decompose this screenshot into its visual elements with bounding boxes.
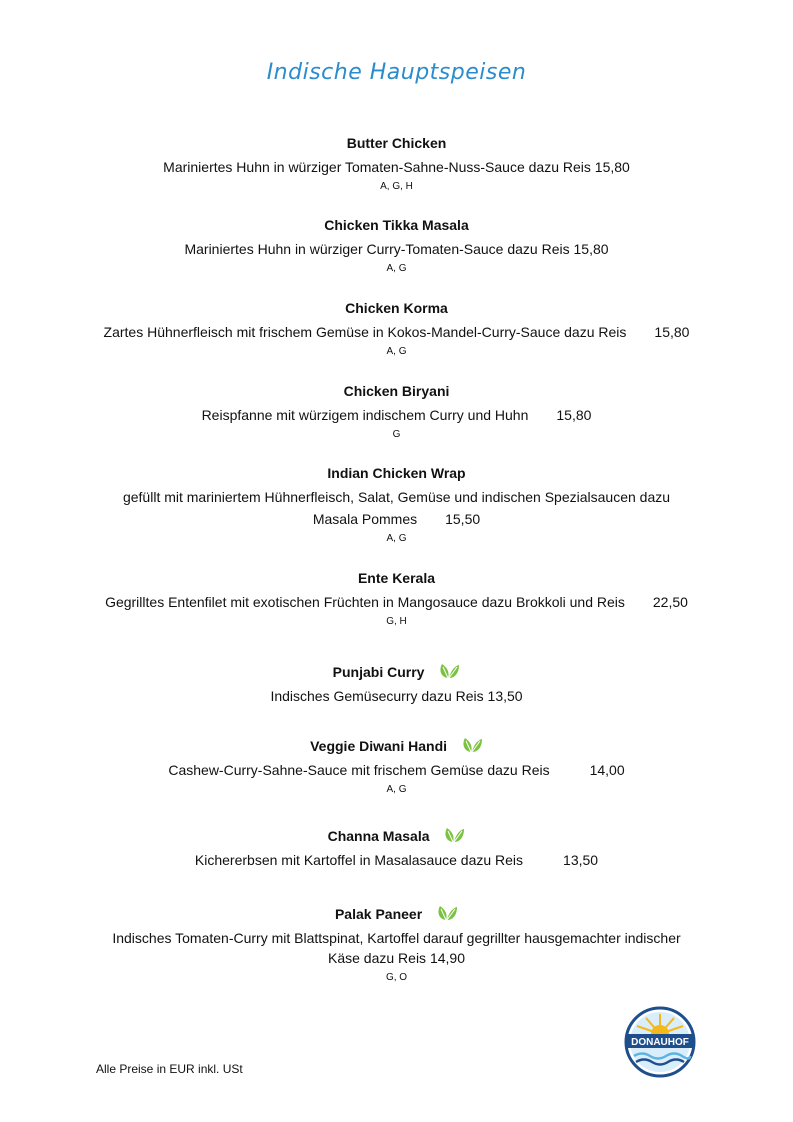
item-allergens: G, O (385, 972, 408, 983)
item-allergens: A, G, H (380, 181, 413, 192)
item-name: Chicken Korma (345, 300, 448, 316)
item-description-line (0, 759, 793, 781)
menu-item-butter-chicken (0, 134, 793, 194)
item-description: Gegrilltes Entenfilet mit exotischen Früchten in Mangosauce dazu Brokkoli und Reis (105, 594, 625, 610)
item-name: Ente Kerala (357, 570, 436, 586)
item-name-line (0, 736, 793, 755)
item-description-line (0, 849, 793, 871)
item-description: Mariniertes Huhn in würziger Curry-Tomaten-Sauce dazu Reis 15,80 (184, 241, 609, 257)
logo-text: DONAUHOF (631, 1037, 689, 1048)
footer-note: Alle Preise in EUR inkl. USt (96, 1062, 243, 1076)
item-price: 14,00 (589, 762, 625, 778)
item-description: Indisches Tomaten-Curry mit Blattspinat, Kartoffel darauf gegrillter hausgemachter indischer (112, 930, 681, 946)
menu-item-punjabi-curry (0, 662, 793, 707)
item-description: Kichererbsen mit Kartoffel in Masalasauce dazu Reis (194, 852, 524, 868)
menu-item-indian-chicken-wrap (0, 464, 793, 546)
item-name: Channa Masala (327, 828, 430, 844)
item-description: Indisches Gemüsecurry dazu Reis 13,50 (270, 688, 523, 704)
item-name: Butter Chicken (346, 135, 447, 151)
item-price: 22,50 (652, 594, 688, 610)
item-name-line (0, 826, 793, 845)
item-description: Reispfanne mit würzigem indischem Curry und Huhn (201, 407, 529, 423)
logo-graphic (624, 1004, 696, 1084)
item-description-continued: Käse dazu Reis 14,90 (328, 950, 465, 966)
item-description-line (0, 508, 793, 530)
menu-item-veggie-diwani-handi (0, 736, 793, 797)
item-description-line (0, 404, 793, 426)
leaf-icon (443, 826, 465, 844)
item-price: 15,80 (556, 407, 592, 423)
page-title: Indische Hauptspeisen (266, 60, 527, 85)
item-price: 15,80 (654, 324, 690, 340)
item-name: Veggie Diwani Handi (310, 738, 448, 754)
menu-item-channa-masala (0, 826, 793, 871)
leaf-icon (436, 904, 458, 922)
item-name-line (0, 904, 793, 923)
item-description: Cashew-Curry-Sahne-Sauce mit frischem Gemüse dazu Reis (168, 762, 550, 778)
menu-item-chicken-biryani (0, 382, 793, 442)
item-description: gefüllt mit mariniertem Hühnerfleisch, Salat, Gemüse und indischen Spezialsaucen dazu (122, 489, 671, 505)
item-description-line (0, 321, 793, 343)
item-name-line (0, 662, 793, 681)
item-allergens: G, H (386, 616, 407, 627)
item-description: Mariniertes Huhn in würziger Tomaten-Sahne-Nuss-Sauce dazu Reis 15,80 (163, 159, 630, 175)
item-allergens: A, G (386, 263, 407, 274)
item-allergens: A, G (386, 346, 407, 357)
item-name: Punjabi Curry (332, 664, 425, 680)
item-description: Zartes Hühnerfleisch mit frischem Gemüse in Kokos-Mandel-Curry-Sauce dazu Reis (103, 324, 627, 340)
item-name: Chicken Biryani (343, 383, 450, 399)
menu-item-chicken-tikka-masala (0, 216, 793, 276)
item-price: 13,50 (563, 852, 599, 868)
donauhof-logo (624, 1004, 696, 1084)
menu-item-ente-kerala (0, 569, 793, 629)
item-allergens: A, G (386, 533, 407, 544)
item-name: Chicken Tikka Masala (324, 217, 469, 233)
item-description-continued: Masala Pommes (312, 511, 418, 527)
menu-item-chicken-korma (0, 299, 793, 359)
item-name: Indian Chicken Wrap (327, 465, 466, 481)
leaf-icon (461, 736, 483, 754)
item-price: 15,50 (445, 511, 481, 527)
item-allergens: G (392, 429, 401, 440)
item-description-line (0, 591, 793, 613)
item-allergens: A, G (386, 784, 407, 795)
menu-item-palak-paneer (0, 904, 793, 985)
item-name: Palak Paneer (334, 906, 423, 922)
leaf-icon (438, 662, 460, 680)
